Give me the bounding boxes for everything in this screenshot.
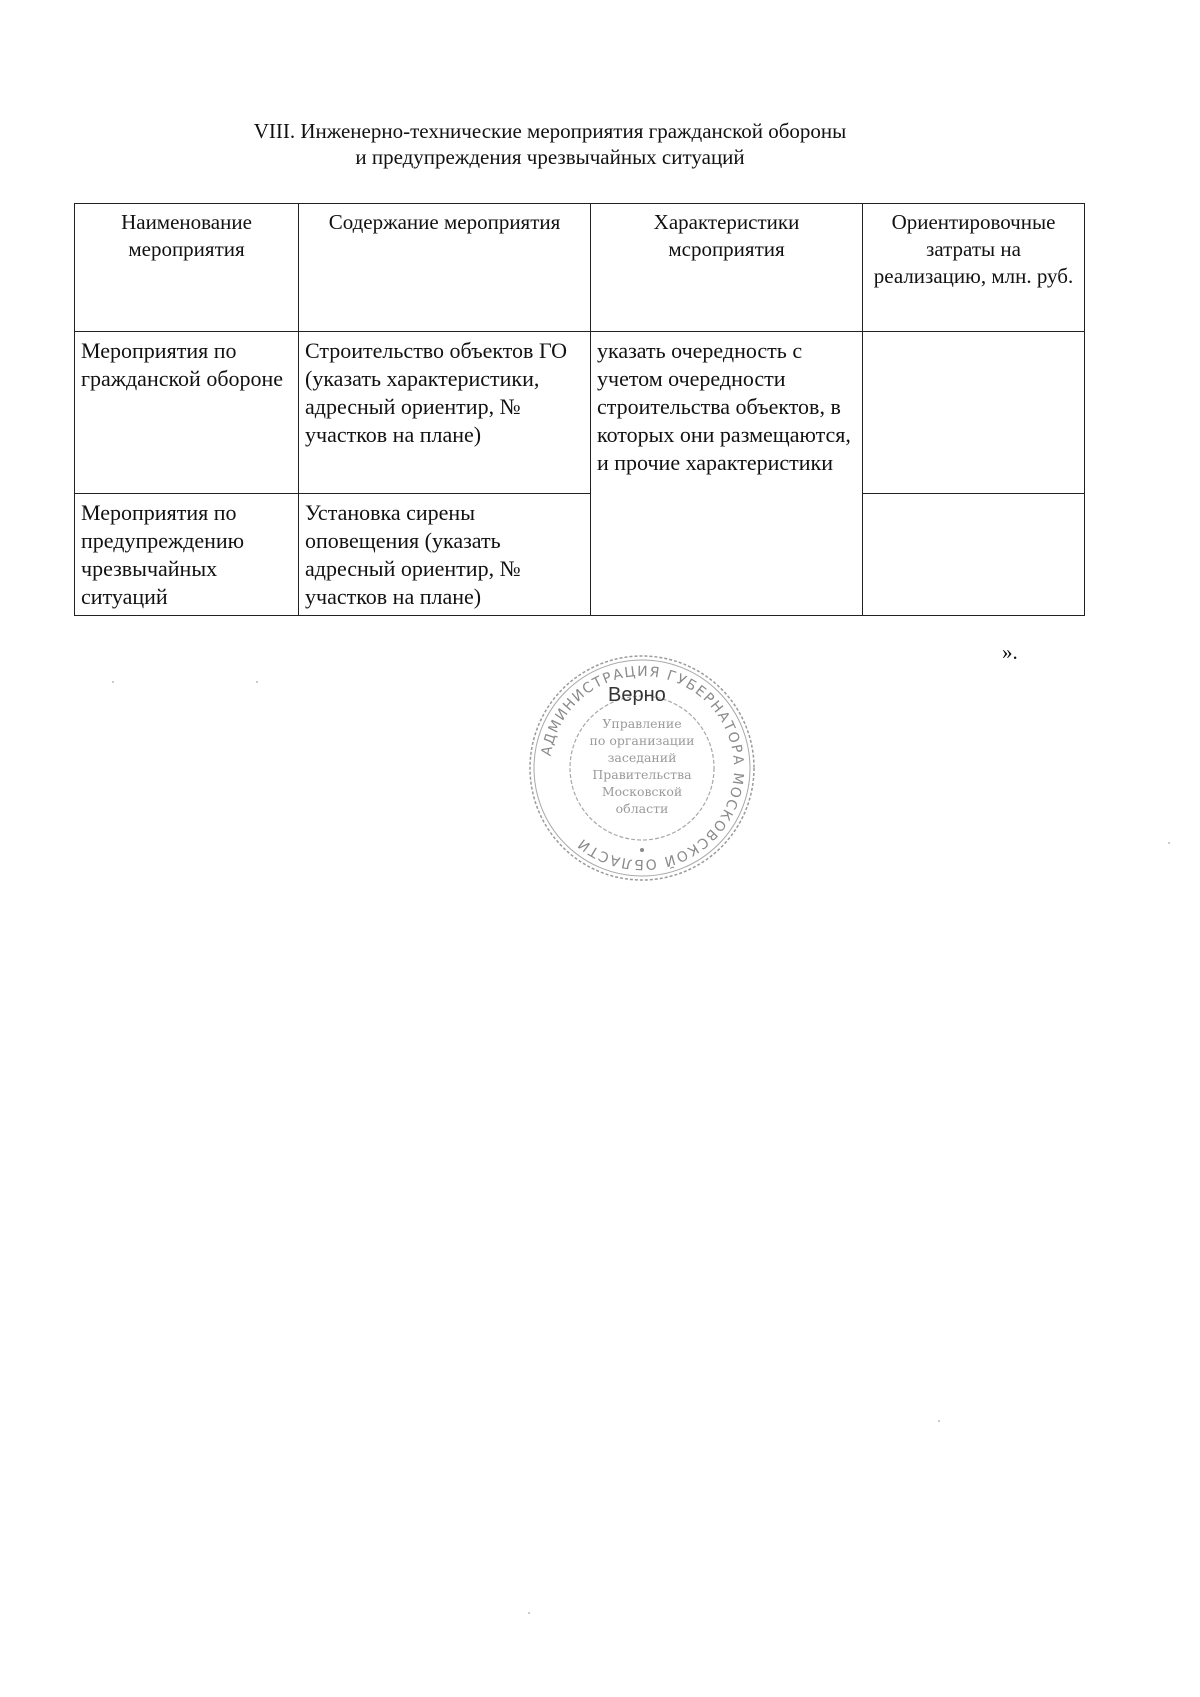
closing-quote-mark: ».: [1002, 640, 1018, 664]
table-row: [75, 494, 1085, 616]
scan-speck: [938, 1420, 940, 1422]
header-cell-name: Наименование мероприятия: [75, 204, 299, 332]
seal-handwritten-verno: Верно: [608, 684, 666, 706]
scan-speck: [1168, 842, 1170, 844]
official-seal: [526, 652, 758, 884]
header-cell-cost: Ориентировочные затраты на реализацию, млн. руб.: [863, 204, 1085, 332]
seal-inner-line: Московской: [601, 784, 683, 799]
cell-cost: [863, 332, 1085, 494]
cell-content: Строительство объектов ГО (указать характеристики, адресный ориентир, № участков на плане): [299, 332, 591, 494]
cell-characteristics: указать очередность с учетом очередности строительства объектов, в которых они размещаются, и прочие характеристики: [591, 332, 863, 616]
table-row: [75, 332, 1085, 494]
scan-speck: [528, 1612, 530, 1614]
table-header-row: [75, 204, 1085, 332]
section-title: [0, 118, 1100, 170]
seal-outer-text: АДМИНИСТРАЦИЯ ГУБЕРНАТОРА МОСКОВСКОЙ ОБЛАСТИ: [538, 663, 747, 873]
scan-speck: [256, 681, 258, 683]
cell-cost: [863, 494, 1085, 616]
cell-name: Мероприятия по гражданской обороне: [75, 332, 299, 494]
scan-speck: [112, 681, 114, 683]
measures-table: [74, 203, 1085, 616]
header-cell-characteristics: Характеристики мсроприятия: [591, 204, 863, 332]
header-cell-content: Содержание мероприятия: [299, 204, 591, 332]
seal-inner-line: по организации: [589, 733, 695, 748]
seal-inner-line: Управление: [602, 716, 682, 731]
section-title-line-2: и предупреждения чрезвычайных ситуаций: [355, 145, 745, 169]
seal-inner-line: области: [615, 801, 669, 816]
cell-name: Мероприятия по предупреждению чрезвычайных ситуаций: [75, 494, 299, 616]
seal-inner-line: Правительства: [592, 767, 692, 782]
section-title-line-1: VIII. Инженерно-технические мероприятия гражданской обороны: [253, 119, 847, 143]
cell-content: Установка сирены оповещения (указать адресный ориентир, № участков на плане): [299, 494, 591, 616]
seal-inner-line: заседаний: [607, 750, 677, 765]
